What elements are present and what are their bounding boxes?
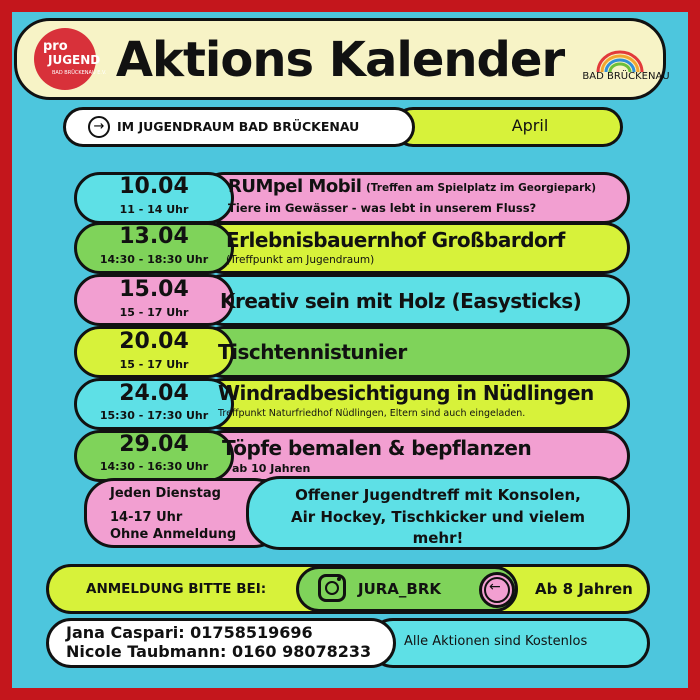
event-time: 15:30 - 17:30 Uhr <box>99 409 209 422</box>
event-date: 20.04 <box>119 329 189 354</box>
event-title: Töpfe bemalen & bepflanzen <box>222 436 532 460</box>
event-date: 29.04 <box>119 432 189 457</box>
contact-nicole: Nicole Taubmann: 0160 98078233 <box>66 642 372 661</box>
instagram-lens <box>325 581 339 595</box>
event-note: (Treffen am Spielplatz im Georgiepark) <box>366 182 597 194</box>
weekly-line-1: Offener Jugendtreff mit Konsolen, <box>295 486 581 504</box>
event-date: 10.04 <box>119 174 189 199</box>
weekly-line-3: mehr! <box>412 529 464 547</box>
arrow-right-icon: → <box>88 116 110 138</box>
contact-jana: Jana Caspari: 01758519696 <box>66 623 313 642</box>
event-time: 14:30 - 18:30 Uhr <box>99 253 209 266</box>
page-title: Aktions Kalender <box>115 32 565 88</box>
logo-pro-text: pro <box>43 39 68 54</box>
signup-label: ANMELDUNG BITTE BEI: <box>86 581 267 597</box>
event-subtitle: (Treffpunkt am Jugendraum) <box>226 254 375 266</box>
event-date: 15.04 <box>119 277 189 302</box>
event-subtitle: Treffpunkt Naturfriedhof Nüdlingen, Eltern sind auch eingeladen. <box>218 408 526 419</box>
event-time: 15 - 17 Uhr <box>119 358 189 371</box>
event-time: 14:30 - 16:30 Uhr <box>99 460 209 473</box>
weekly-day: Jeden Dienstag <box>110 486 221 501</box>
logo-sub-text: BAD BRÜCKENAU E.V. <box>52 70 107 76</box>
event-time: 15 - 17 Uhr <box>119 306 189 319</box>
event-title: Tischtennistunier <box>218 340 407 364</box>
location-text: IM JUGENDRAUM BAD BRÜCKENAU <box>117 119 360 134</box>
event-date: 13.04 <box>119 224 189 249</box>
logo-jugend-text: JUGEND <box>48 53 101 67</box>
event-title: RUMpel Mobil <box>228 176 362 197</box>
weekly-time: 14-17 Uhr <box>110 510 183 525</box>
brand-label: BAD BRÜCKENAU <box>582 71 670 82</box>
instagram-dot <box>337 577 341 581</box>
event-title: Kreativ sein mit Holz (Easysticks) <box>220 289 582 313</box>
event-title: Windradbesichtigung in Nüdlingen <box>218 381 594 405</box>
event-date: 24.04 <box>119 381 189 406</box>
weekly-line-2: Air Hockey, Tischkicker und vielem <box>290 508 585 526</box>
arrow-left-glyph: ← <box>489 579 501 595</box>
age-label: Ab 8 Jahren <box>535 580 633 598</box>
free-label: Alle Aktionen sind Kostenlos <box>404 634 588 649</box>
event-title: Erlebnisbauernhof Großbardorf <box>226 228 565 252</box>
event-subtitle: Tiere im Gewässer - was lebt in unserem Fluss? <box>228 201 537 215</box>
weekly-note: Ohne Anmeldung <box>110 527 237 542</box>
month-label: April <box>511 116 549 135</box>
event-subtitle: ab 10 Jahren <box>232 462 311 475</box>
instagram-handle[interactable]: JURA_BRK <box>358 580 442 598</box>
event-time: 11 - 14 Uhr <box>119 203 189 216</box>
